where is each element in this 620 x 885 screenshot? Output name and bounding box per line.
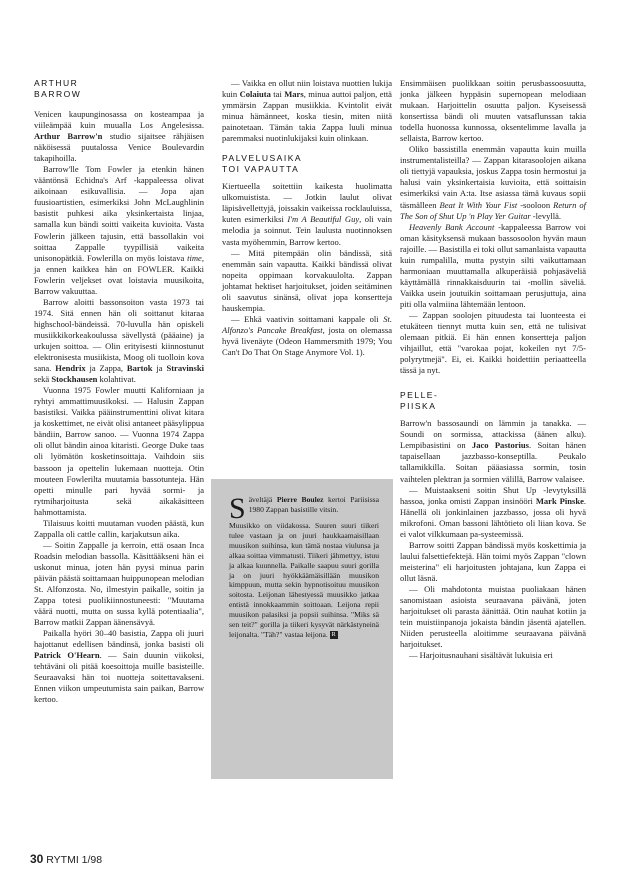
paragraph: — Zappan soolojen pituudesta tai luonteesta ei etukäteen tiennyt mutta kuin sen, että ne tulisivat olemaan pitkiä. Ei hän ennen konsertteja paljon vihjaillut, että "varokaa pojat, kokeilen nyt 7/5-polyrytmejä". Ei, ei. Kaikki hoidettiin periaatteella tässä ja nyt.	[400, 309, 586, 376]
sidebar-box	[211, 479, 393, 779]
paragraph: Vuonna 1975 Fowler muutti Kaliforniaan ja ryhtyi ammattimuusikoksi. — Halusin Zappan basistiksi. Vaikka pääinstrumenttini olivat kitara ja koskettimet, ne eivät olisi antaneet pääsylippua bändiin, Barrow sanoo. — Vuonna 1974 Zappa oli ollut bändin ainoa kitaristi. George Duke taas oli lyömätön kosketinsoittaja. Vaihdoin siis bassoon ja opettelin lukemaan nuotteja. Otin mouteen Fowlerilta muutamia bassotunteja. Hän opetti minulle pari hyvää sormi- ja rytmiharjoitusta sekä aikakäsitteen hahmottamista.	[34, 385, 204, 517]
paragraph: Barrow'n bassosaundi on lämmin ja tanakka. — Soundi on sormissa, attackissa (äänen alku). Lempibasistini on Jaco Pastorius. Soitan hänen tapaisellaan jazzbasso-konseptilla. Peukalo tallamikkilla. Soitan pääasiassa sormin, tosin vaihtelen plektran ja sormien välillä, Barrow valaisee.	[400, 418, 586, 484]
heading-line-1: ARTHUR	[34, 78, 79, 88]
paragraph: Ensimmäisen puolikkaan soitin perusbassoosuutta, jonka jälkeen hyppäsin supernopean melodiaan mukaan. Harjoittelin osuutta paljon. Kyseisessä konsertissa bändi oli muuten vatsaflunssan takia todella huonossa kunnossa, oksentelimme lavalla ja sellaista, Barrow kertoo.	[400, 78, 586, 144]
heading-line-2: TOI VAPAUTTA	[222, 164, 300, 175]
end-mark-icon: R	[331, 632, 336, 639]
paragraph: — Muistaakseni soitin Shut Up -levytyksillä hassoa, jonka omisti Zappan insinööri Mark Pinske. Hänellä oli jonkinlainen jazzbasso, jossa oli hyvä mikrofoni. Oman bassoni lähtötieto oli liian kova. Se ei valot vilkkumaan pa-systeemissä.	[400, 484, 587, 539]
sidebar-text	[229, 492, 379, 640]
paragraph: — Oli mahdotonta muistaa puoliakaan hänen sanomistaan asioista seuraavana päivänä, joten harjoitukset oli parasta äänittää. Otin nauhat kotiin ja tein muistiinpanoja jokaista bändin jäsentä ajatellen. Niiden perusteella aloitimme seuraavana päivänä harjoitukset.	[400, 583, 586, 650]
paragraph: Barrow aloitti bassonsoiton vasta 1973 tai 1974. Sitä ennen hän oli soittanut kitaraa highschool-bändeissä. 70-luvulla hän opiskeli musiikkikorkeakoulussa sävellystä (pääaine) ja urkujen soittoa. — Olin erityisesti kiinnostunut elektronisesta musiikista, Moog oli tuolloin kova sana. Hendrix ja Zappa, Bartok ja Stravinski sekä Stockhausen kolahtivat.	[34, 296, 204, 385]
paragraph: Oliko bassistilla enemmän vapautta kuin muilla instrumentalisteilla? — Zappan kitarasoolojen aikana oli tiettyjä vapauksia, joskus Zappa tosin hermostui ja halusi vain yksinkertaisia kuvioita, että soittaisin esimerkiksi vain A:ta. Itse asiassa tämä kuvaus sopii täsmälleen Beat It With Your Fist -sooloon Return of The Son of Shut Up 'n Play Yer Guitar -levyllä.	[400, 144, 587, 221]
section-heading-pelle-piiska	[400, 390, 586, 412]
page-footer	[30, 852, 102, 866]
paragraph: Barrow soitti Zappan bändissä myös koskettimia ja laului falsettiefektejä. Hän toimi myös Zappan "clown meisterina" eli harjoitusten johtajana, kun Zappa ei ollut läsnä.	[400, 539, 586, 583]
column-2	[222, 78, 392, 358]
paragraph: Heavenly Bank Account -kappaleessa Barrow voi oman käsityksensä mukaan bassosoolon hyvän maun rajoille. — Basistilla ei toki ollut samanlaista vapautta kuin rumpalilla, mutta pystyin silti vaikuttamaan harmoniaan muuttamalla alkuperäisiä pohjasäveliä käyttämällä rinnakkaisduurin tai -mollin säveliä. Vaikka usein joutuikin soittamaan perusjuttuja, aina piti olla valmiina lähtemään lentoon.	[400, 221, 587, 309]
heading-line-2: PIISKA	[400, 401, 437, 412]
heading-line-1: PELLE-	[400, 390, 439, 401]
paragraph: — Vaikka en ollut niin loistava nuottien lukija kuin Colaiuta tai Mars, minua auttoi paljon, että ymmärsin Zappan musiikkia. Kvintolit eivät minua hämänneet, koska tiesin, miten niitä painotetaan. Tämän takia Zappa luuli minua paremmaksi nuotinlukijaksi kuin olinkaan.	[222, 78, 392, 144]
heading-line-1: PALVELUSAIKA	[222, 153, 303, 164]
page-number: 30	[30, 852, 44, 866]
heading-line-2: BARROW	[34, 89, 82, 99]
paragraph: Barrow'lle Tom Fowler ja etenkin hänen vääntönsä Echidna's Arf -kappaleessa olivat aikoinaan esikuvallisia. — Jopa ajan fuusioartistien, esimerkiksi John McLaughlinin basistit puhkesi aika yksinkertaista linjaa, samalla kun bändi soitti vaikeita kuvioita. Vasta Fowlerin jälkeen tajusin, että bassollakin voi soittaa Zappalle tyypillisiä vaikeita unisonopätkiä. Fowlerilla on myös loistava time, ja ennen kaikkea hän on FOWLER. Kaikki Fowlerin veljekset ovat loistavia muusikoita, Barrow vakuuttaa.	[34, 164, 204, 296]
section-heading-arthur-barrow	[34, 78, 204, 100]
drop-cap: S	[229, 492, 246, 525]
paragraph: Tilaisuus koitti muutaman vuoden päästä, kun Zappalla oli cattle callin, karjakutsun aika.	[34, 517, 204, 539]
paragraph: — Harjoitusnauhani sisältävät lukuisia eri	[409, 650, 553, 661]
paragraph: Kiertueella soitettiin kaikesta huolimatta ulkomuistista. — Jotkin laulut olivat läpisävellettyjä, joissakin vaikeissa rocklauluissa, kuten esimerkiksi I'm A Beautiful Guy, oli vain melodia ja soinnut. Tein laulusta nuotinnoksen vasta myöhemmin, Barrow kertoo.	[222, 181, 392, 247]
paragraph: Paikalla hyöri 30–40 basistia, Zappa oli juuri hajottanut edellisen bändinsä, jonka basisti oli Patrick O'Hearn. — Sain duunin viikoksi, tehtäväni oli pitää koesoittoja muille basisteille. Seuraavaksi hän toi nuotteja soitettavakseni. Ennen viikon umpeutumista sain paikan, Barrow kertoo.	[34, 628, 204, 705]
paragraph: — Mitä pitempään olin bändissä, sitä enemmän sain vapautta. Kaikki bändissä olivat nopeita oppimaan korvakuulolta. Zappan johtamat hektiset harjoitukset, joiden seitäminen oli saavutus sinänsä, olivat jopa konsertteja hauskempia.	[222, 247, 392, 313]
column-3	[400, 78, 586, 661]
paragraph: — Soitin Zappalle ja kerroin, että osaan Inca Roadsin melodian bassolla. Käsittääkseni hän ei uskonut minua, joten hän pyysi minua parin päivän päästä soittamaan huippunopean melodian St. Alfonzosta. No, ilmestyin paikalle, soitin ja Zappa totesi puolikiinnostuneesti: "Muutama väärä nuotti, mutta on sussa kyllä potentiaalia", Barrow matkii Zappan äänensävyä.	[34, 539, 204, 628]
paragraph: — Ehkä vaativin soittamani kappale oli St. Alfonzo's Pancake Breakfast, josta on olemassa hyvä livenäyte (Odeon Hammersmith 1979; You Can't Do That On Stage Anymore Vol. 1).	[222, 313, 392, 357]
sidebar-lead: Säveltäjä Pierre Boulez kertoi Pariisissa 1980 Zappan basistille vitsin.	[229, 492, 379, 525]
sidebar-story: Muusikko on viidakossa. Suuren suuri tiikeri tulee vastaan ja on juuri haukkaamaisillaan muusikon suihinsa, kun tämä nostaa viulunsa ja alkaa soittaa vimmatusti. Tiikeri jähmettyy, istuu ja alkaa kuunnella. Paikalle saapuu suuri gorilla ja on juuri hyökkäämäisillään muusikon kimppuun, mutta sekin hypnotisoituu muusikon soitosta. Leijonan lähestyessä muusikko jatkaa entistä innokkaammin soittoaan. Leijona repii muusikon palasiksi ja popsii suihinsa. "Miks sä sen teit?" gorilla ja tiikeri kysyvät närkästyneinä leijonalta. "Täh?" vastaa leijona. R	[229, 521, 379, 639]
column-1	[34, 78, 204, 706]
publication-name: RYTMI 1/98	[46, 854, 103, 866]
paragraph: Venicen kaupunginosassa on kosteampaa ja viileämpää kuin muualla Los Angelesissa. Arthur Barrow'n studio sijaitsee rähjäisen näköisessä puutalossa Venice Boulevardin takapihoilla.	[34, 109, 205, 164]
section-heading-palvelusaika	[222, 153, 392, 175]
